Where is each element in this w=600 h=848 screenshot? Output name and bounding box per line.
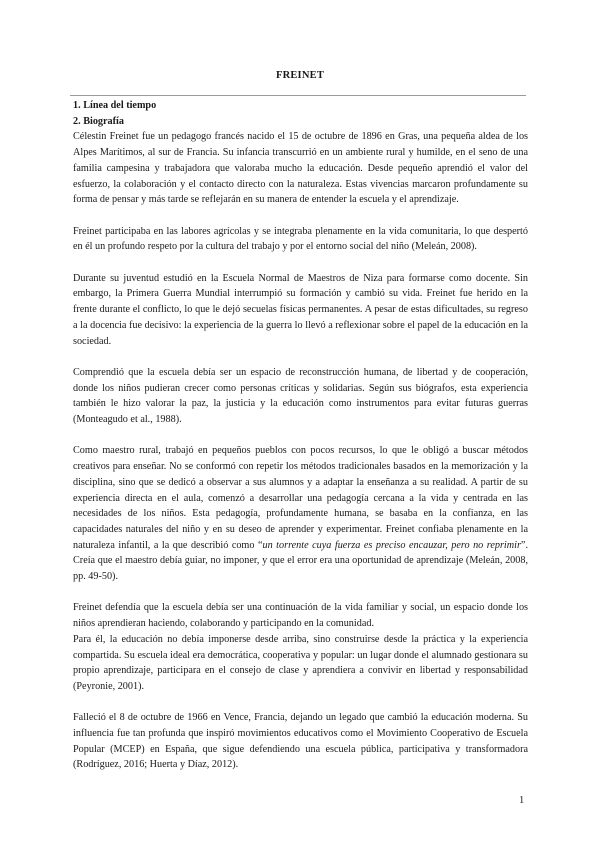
- freinet-quote: un torrente cuya fuerza es preciso encauzar, pero no reprimir: [262, 539, 521, 551]
- paragraph-1: Célestin Freinet fue un pedagogo francés nacido el 15 de octubre de 1896 en Gras, una pequeña aldea de los Alpes Marítimos, al sur de Francia. Su infancia transcurrió en un ambiente rural y humilde, en el seno de una familia campesina y trabajadora que valoraba mucho la educación. Desde pequeño aprendió el valor del esfuerzo, la colaboración y el contacto directo con la naturaleza. Estas vivencias marcaron profundamente su forma de pensar y más tarde se reflejarán en su manera de entender la escuela y el aprendizaje.: [73, 131, 528, 206]
- paragraph-6a: Freinet defendía que la escuela debía ser una continuación de la vida familiar y social, un espacio donde los niños aprendieran haciendo, colaborando y participando en la comunidad.: [73, 602, 528, 630]
- document-body: [73, 98, 528, 789]
- document-title: FREINET: [275, 70, 325, 81]
- page-number: 1: [519, 795, 525, 806]
- paragraph-3: Durante su juventud estudió en la Escuela Normal de Maestros de Niza para formarse como docente. Sin embargo, la Primera Guerra Mundial interrumpió su formación y cambió su vida. Freinet fue herido en la frente durante el conflicto, lo que le dejó secuelas físicas permanentes. A pesar de estas dificultades, su regreso a la docencia fue decisivo: la experiencia de la guerra lo llevó a reflexionar sobre el papel de la educación en la sociedad.: [73, 272, 528, 347]
- paragraph-4: Comprendió que la escuela debía ser un espacio de reconstrucción humana, de libertad y de cooperación, donde los niños pudieran crecer como personas críticas y solidarias. Según sus biógrafos, esta experiencia también le hizo valorar la paz, la justicia y la educación como instrumentos para evitar futuras guerras (Monteagudo et al., 1988).: [73, 366, 528, 426]
- section-heading-timeline: 1. Línea del tiempo: [73, 100, 157, 111]
- paragraph-2: Freinet participaba en las labores agrícolas y se integraba plenamente en la vida comunitaria, lo que despertó en él un profundo respeto por la cultura del trabajo y por el entorno social del niño (Meleán, 2008).: [73, 225, 528, 253]
- paragraph-5: [73, 443, 528, 584]
- title-divider: [70, 95, 526, 96]
- section-heading-biography: 2. Biografía: [73, 115, 124, 127]
- paragraph-5-text-start: Como maestro rural, trabajó en pequeños pueblos con pocos recursos, lo que le obligó a buscar métodos creativos para enseñar. No se conformó con repetir los métodos tradicionales basados en la memorización y la disciplina, sino que se dedicó a observar a sus alumnos y a adaptar la enseñanza a su realidad. A partir de su experiencia directa en el aula, comenzó a desarrollar una pedagogía cercana a la vida y centrada en las necesidades de los niños. Esta pedagogía, profundamente humana, se basaba en la confianza, en las capacidades naturales del niño y en su deseo de aprender y experimentar. Freinet confiaba plenamente en la naturaleza infantil, a la que describió como “: [73, 445, 528, 551]
- paragraph-7: Falleció el 8 de octubre de 1966 en Vence, Francia, dejando un legado que cambió la educación moderna. Su influencia fue tan profunda que inspiró movimientos educativos como el Movimiento Cooperativo de Escuela Popular (MCEP) en España, que sigue defendiendo una escuela pública, participativa y transformadora (Rodríguez, 2016; Huerta y Díaz, 2012).: [73, 712, 528, 771]
- paragraph-6b: Para él, la educación no debía imponerse desde arriba, sino construirse desde la práctica y la experiencia compartida. Su escuela ideal era democrática, cooperativa y popular: un lugar donde el alumnado gestionara su propio aprendizaje, participara en el consejo de clase y aprendiera a convivir en libertad y responsabilidad (Peyronie, 2001).: [73, 633, 528, 692]
- paragraph-5-text-end: ”. Creía que el maestro debía guiar, no imponer, y que el error era una oportunidad de aprendizaje (Meleán, 2008, pp. 49-50).: [73, 539, 528, 583]
